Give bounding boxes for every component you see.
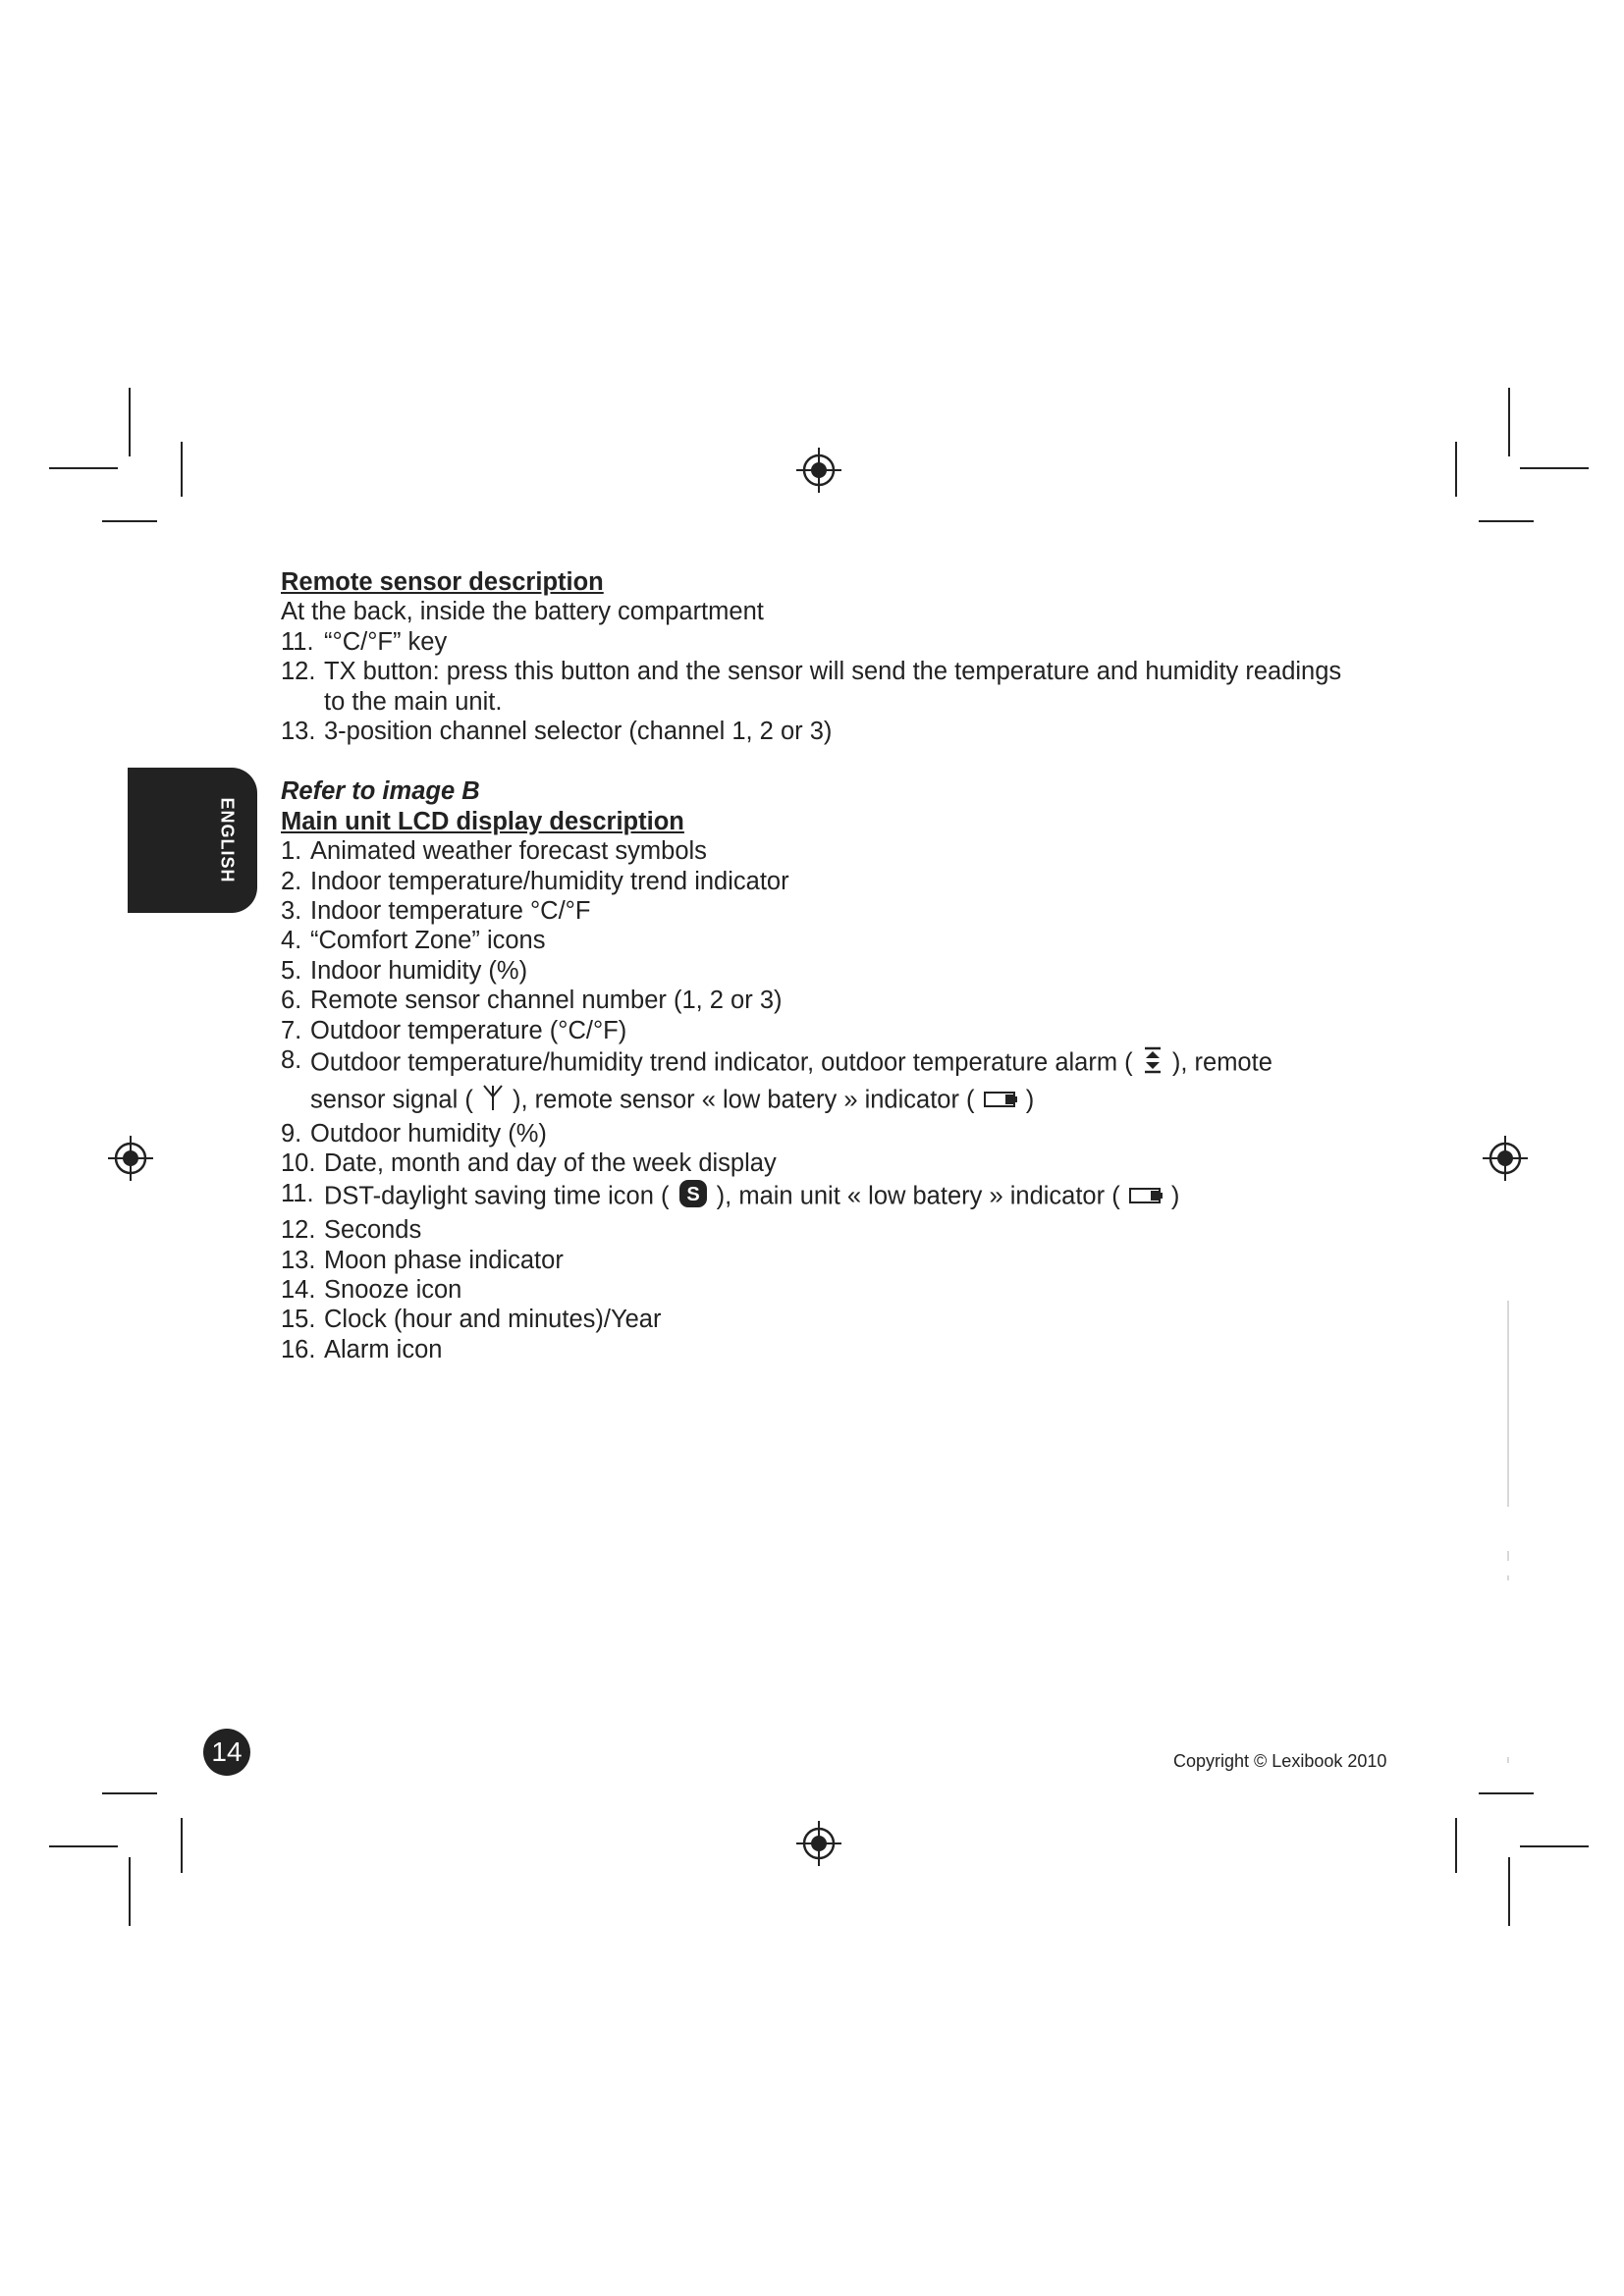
crop-mark [1520, 1845, 1589, 1847]
low-battery-icon [984, 1086, 1017, 1115]
crop-mark [129, 1857, 131, 1926]
item-number: 4. [281, 927, 302, 955]
page-number: 14 [203, 1729, 250, 1776]
list-item [281, 896, 1400, 926]
registration-mark-icon [796, 448, 841, 493]
document-body [281, 567, 1400, 1364]
item-text: “Comfort Zone” icons [310, 927, 546, 955]
crop-mark [49, 1845, 118, 1847]
item-number: 13. [281, 718, 316, 746]
item-text: Moon phase indicator [324, 1246, 564, 1274]
item-number: 8. [281, 1046, 302, 1075]
list-item [281, 926, 1400, 955]
dst-s-icon [678, 1179, 708, 1215]
crop-mark [129, 388, 131, 456]
item-number: 15. [281, 1306, 316, 1334]
item-text: ), remote sensor « low batery » indicator ( [513, 1085, 975, 1113]
antenna-signal-icon [482, 1083, 504, 1119]
item-number: 12. [281, 1216, 316, 1245]
crop-mark [102, 1792, 157, 1794]
crop-mark [1508, 1857, 1510, 1926]
item-text: Indoor temperature °C/°F [310, 897, 591, 926]
refer-image-note: Refer to image B [281, 777, 480, 806]
list-item [281, 1215, 1400, 1245]
item-number: 1. [281, 837, 302, 866]
item-text: ), remote [1171, 1048, 1272, 1077]
list-item [281, 717, 1400, 746]
list-item [281, 1148, 1400, 1178]
crop-mark [1479, 1792, 1534, 1794]
item-text: ), main unit « low batery » indicator ( [716, 1182, 1120, 1210]
item-text: Alarm icon [324, 1335, 443, 1363]
language-tab [128, 768, 257, 913]
item-number: 3. [281, 897, 302, 926]
item-number: 2. [281, 867, 302, 895]
crop-mark [1455, 1818, 1457, 1873]
item-text: ) [1170, 1182, 1180, 1210]
crop-mark [1455, 442, 1457, 497]
list-item [281, 1016, 1400, 1045]
scan-artifact-line [1507, 1575, 1509, 1580]
item-number: 11. [281, 627, 314, 656]
crop-mark [49, 467, 118, 469]
item-text: Indoor temperature/humidity trend indicator [310, 867, 789, 895]
registration-mark-icon [108, 1136, 153, 1181]
item-text: DST-daylight saving time icon ( [324, 1182, 670, 1210]
item-number: 16. [281, 1335, 316, 1363]
item-number: 9. [281, 1119, 302, 1148]
item-text: ) [1025, 1085, 1035, 1113]
item-text: Clock (hour and minutes)/Year [324, 1306, 662, 1334]
list-item [281, 627, 1400, 657]
list-item [281, 836, 1400, 866]
item-text: “°C/°F” key [324, 627, 448, 656]
item-number: 14. [281, 1275, 316, 1304]
crop-mark [102, 520, 157, 522]
item-number: 6. [281, 987, 302, 1015]
item-number: 13. [281, 1246, 316, 1274]
list-item [281, 1335, 1400, 1364]
list-item [281, 986, 1400, 1015]
low-battery-icon [1129, 1182, 1163, 1211]
item-text: TX button: press this button and the sensor will send the temperature and humidity readings [324, 658, 1342, 686]
registration-mark-icon [1483, 1136, 1528, 1181]
crop-mark [181, 1818, 183, 1873]
item-number: 11. [281, 1179, 314, 1207]
list-item [281, 657, 1400, 717]
item-text: Indoor humidity (%) [310, 956, 528, 985]
item-text: sensor signal ( [310, 1085, 473, 1113]
item-text: Outdoor humidity (%) [310, 1119, 547, 1148]
registration-mark-icon [796, 1821, 841, 1866]
list-item [281, 1179, 1400, 1215]
item-text: Snooze icon [324, 1275, 462, 1304]
scan-artifact-line [1507, 1301, 1509, 1507]
crop-mark [1520, 467, 1589, 469]
scan-artifact-line [1507, 1551, 1509, 1561]
item-text: 3-position channel selector (channel 1, 2 or 3) [324, 718, 833, 746]
lcd-heading: Main unit LCD display description [281, 807, 684, 835]
item-text: Seconds [324, 1216, 422, 1245]
item-text: Date, month and day of the week display [324, 1149, 777, 1178]
item-number: 7. [281, 1016, 302, 1044]
list-item [281, 1246, 1400, 1275]
list-item [281, 1275, 1400, 1305]
item-text: Animated weather forecast symbols [310, 837, 707, 866]
item-number: 5. [281, 956, 302, 985]
svg-text:S: S [685, 1183, 700, 1205]
item-text: Outdoor temperature/humidity trend indicator, outdoor temperature alarm ( [310, 1048, 1133, 1077]
item-text: Remote sensor channel number (1, 2 or 3) [310, 987, 783, 1015]
item-text: Outdoor temperature (°C/°F) [310, 1016, 627, 1044]
item-number: 12. [281, 658, 316, 686]
crop-mark [1479, 520, 1534, 522]
remote-sensor-intro: At the back, inside the battery compartment [281, 598, 764, 626]
language-tab-label: ENGLISH [217, 797, 238, 883]
item-number: 10. [281, 1149, 316, 1178]
crop-mark [1508, 388, 1510, 456]
alarm-up-down-icon [1142, 1045, 1164, 1082]
list-item [281, 1305, 1400, 1334]
scan-artifact-line [1507, 1757, 1509, 1763]
item-text-continued: to the main unit. [324, 687, 503, 716]
list-item [281, 1045, 1400, 1119]
list-item [281, 1119, 1400, 1148]
list-item [281, 867, 1400, 896]
copyright-notice: Copyright © Lexibook 2010 [1173, 1751, 1387, 1771]
crop-mark [181, 442, 183, 497]
list-item [281, 956, 1400, 986]
remote-sensor-heading: Remote sensor description [281, 568, 604, 596]
